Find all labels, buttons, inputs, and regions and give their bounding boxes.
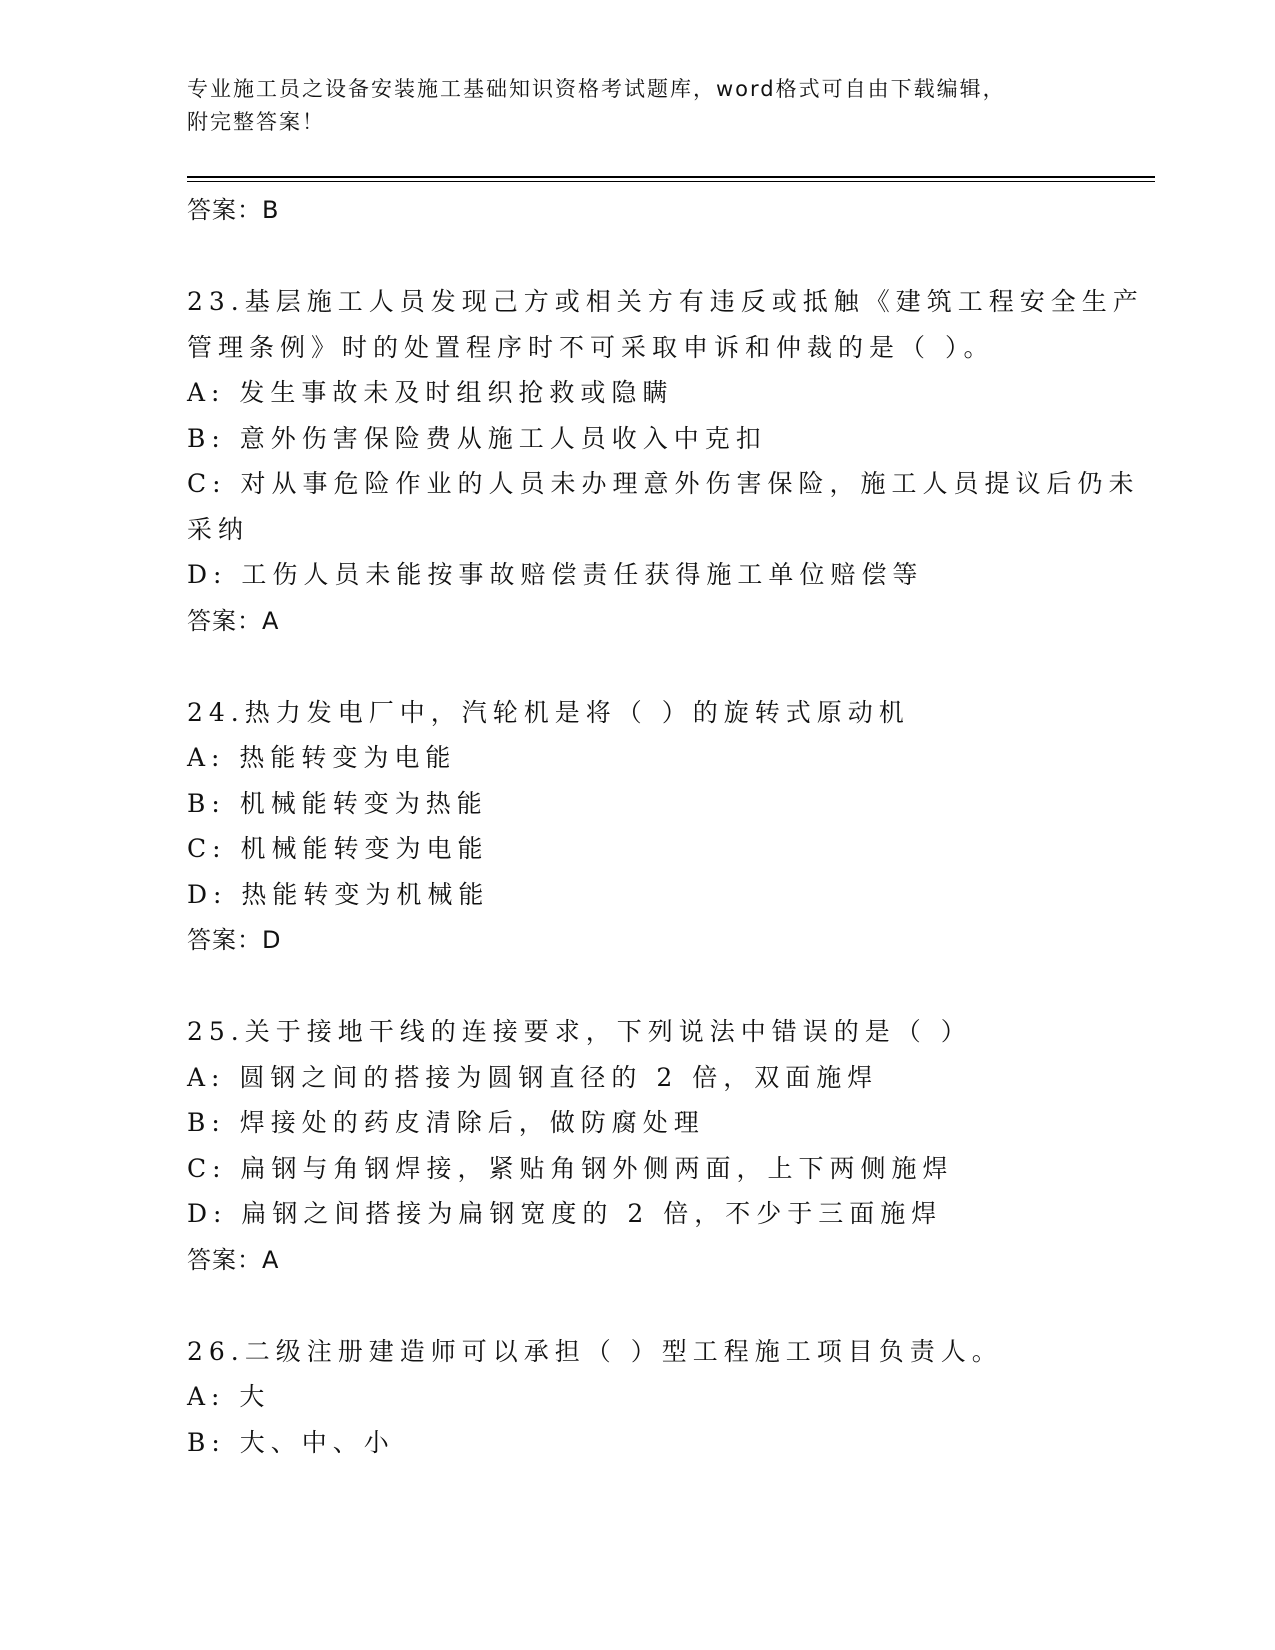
question-block-23 <box>187 279 1144 644</box>
answer-line: 答案：A <box>187 1245 280 1274</box>
option-d: D: 热能转变为机械能 <box>187 879 490 909</box>
question-block-25 <box>187 1009 1087 1283</box>
spacer <box>187 963 1087 1009</box>
header-line-2: 附完整答案！ <box>187 110 325 134</box>
question-stem: 26.二级注册建造师可以承担（ ）型工程施工项目负责人。 <box>187 1336 1003 1366</box>
option-b: B: 意外伤害保险费从施工人员收入中克扣 <box>187 423 767 453</box>
option-a: A: 发生事故未及时组织抢救或隐瞒 <box>187 378 674 407</box>
option-a: A: 热能转变为电能 <box>187 743 457 772</box>
option-c: C: 对从事危险作业的人员未办理意外伤害保险，施工人员提议后仍未 <box>187 469 1140 498</box>
header-line-1: 专业施工员之设备安装施工基础知识资格考试题库，word格式可自由下载编辑， <box>187 77 1006 101</box>
question-stem: 23.基层施工人员发现己方或相关方有违反或抵触《建筑工程安全生产 <box>187 287 1144 316</box>
option-d: D: 扁钢之间搭接为扁钢宽度的 2 倍，不少于三面施焊 <box>187 1199 943 1228</box>
question-stem: 25.关于接地干线的连接要求，下列说法中错误的是（ ） <box>187 1017 972 1046</box>
spacer <box>187 233 1087 279</box>
spacer <box>187 1283 1087 1329</box>
question-list <box>187 187 1144 1465</box>
option-b: B: 机械能转变为热能 <box>187 788 488 818</box>
option-b: B: 焊接处的药皮清除后，做防腐处理 <box>187 1108 705 1137</box>
question-stem-cont: 管理条例》时的处置程序时不可采取申诉和仲裁的是（ ）。 <box>187 332 995 362</box>
option-a: A: 大 <box>187 1382 271 1411</box>
answer-line: 答案：A <box>187 606 280 635</box>
option-c: C: 扁钢与角钢焊接，紧贴角钢外侧两面，上下两侧施焊 <box>187 1153 954 1183</box>
header-divider-thick <box>187 176 1155 178</box>
spacer <box>187 644 1087 690</box>
question-stem: 24.热力发电厂中，汽轮机是将（ ）的旋转式原动机 <box>187 697 910 727</box>
option-c-cont: 采纳 <box>187 514 250 544</box>
option-a: A: 圆钢之间的搭接为圆钢直径的 2 倍，双面施焊 <box>187 1062 879 1092</box>
header-divider-thin <box>187 181 1155 182</box>
option-d: D: 工伤人员未能按事故赔偿责任获得施工单位赔偿等 <box>187 560 924 589</box>
option-b: B: 大、中、小 <box>187 1427 395 1457</box>
question-block-26 <box>187 1329 1087 1466</box>
document-header <box>187 73 1087 139</box>
question-block-24 <box>187 690 1087 964</box>
answer-line: 答案：D <box>187 926 282 954</box>
option-c: C: 机械能转变为电能 <box>187 834 489 863</box>
answer-line: 答案：B <box>187 196 280 224</box>
